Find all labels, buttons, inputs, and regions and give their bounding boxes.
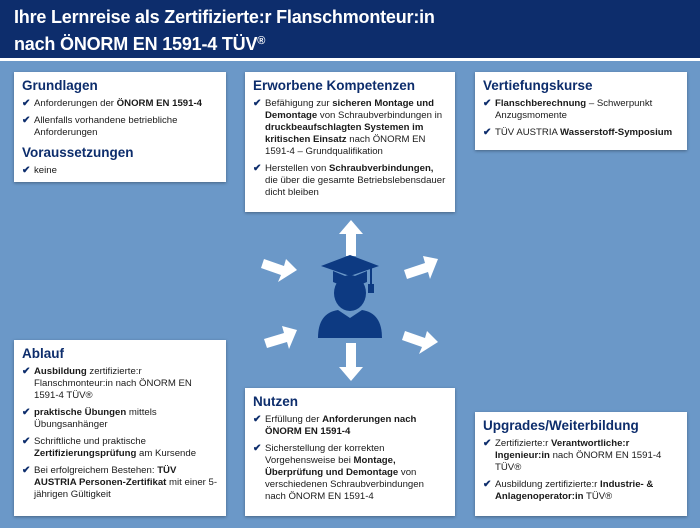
card-upgrades: [475, 412, 687, 516]
item-text-bold: Ausbildung: [34, 366, 87, 377]
item-text-bold: druckbeaufschlagten Systemen im kritischen Einsatz: [265, 122, 424, 145]
item-text: Bei erfolgreichem Bestehen:: [34, 465, 158, 476]
arrow-up-icon: [339, 220, 363, 256]
item-text-bold: Zertifizierungsprüfung: [34, 448, 137, 459]
arrow-lower-right-icon: [402, 331, 438, 354]
item-text: Zertifizierte:r: [495, 438, 551, 449]
card-title-vertiefungskurse: Vertiefungskurse: [483, 78, 593, 93]
list-item: [22, 465, 218, 501]
arrow-down-icon: [339, 343, 363, 381]
card-kompetenzen: [245, 72, 455, 212]
list-grundlagen: [22, 98, 218, 139]
list-item: [22, 436, 218, 460]
item-text: Allenfalls vorhandene betriebliche Anforderungen: [34, 115, 178, 138]
card-title-ablauf: Ablauf: [22, 346, 64, 361]
check-icon: ✔: [22, 115, 31, 126]
item-text-bold: Flanschberechnung: [495, 98, 587, 109]
item-text-bold: Verantwortliche:r Ingenieur:in: [495, 438, 630, 461]
card-title-nutzen: Nutzen: [253, 394, 298, 409]
item-text: keine: [34, 165, 57, 176]
page-title-line1: Ihre Lernreise als Zertifizierte:r Flanschmonteur:in: [14, 7, 435, 27]
item-text-bold: Anforderungen nach ÖNORM EN 1591-4: [265, 414, 417, 437]
list-item: [253, 98, 447, 158]
item-text-bold: TÜV AUSTRIA Personen-Zertifikat: [34, 465, 177, 488]
card-title-kompetenzen: Erworbene Kompetenzen: [253, 78, 416, 93]
item-text: Sicherstellung der korrekten Vorgehensweise bei: [265, 443, 385, 466]
item-text-bold: praktische Übungen: [34, 407, 127, 418]
check-icon: ✔: [22, 98, 31, 109]
item-text: mittels Übungsanhänger: [34, 407, 157, 430]
item-text: Anforderungen der: [34, 98, 117, 109]
list-upgrades: [483, 438, 679, 503]
arrow-lower-left-icon: [264, 326, 297, 349]
card-vertiefungskurse: [475, 72, 687, 150]
check-icon: ✔: [483, 438, 492, 449]
check-icon: ✔: [483, 98, 492, 109]
check-icon: ✔: [483, 127, 492, 138]
item-text: TÜV AUSTRIA: [495, 127, 561, 138]
list-item: [22, 407, 218, 431]
list-item: [483, 438, 679, 474]
list-item: [253, 443, 447, 503]
list-vertiefungskurse: [483, 98, 679, 139]
item-text: Schriftliche und praktische: [34, 436, 146, 447]
list-item: [253, 163, 447, 199]
item-text: von verschiedenen Schraubverbindungen nach ÖNORM EN 1591-4: [265, 467, 424, 502]
item-text: zertifizierte:r Flanschmonteur:in nach ÖNORM EN 1591-4 TÜV®: [34, 366, 192, 401]
graduate-icon: [318, 255, 382, 338]
check-icon: ✔: [483, 479, 492, 490]
list-item: [22, 165, 218, 177]
list-kompetenzen: [253, 98, 447, 199]
list-ablauf: [22, 366, 218, 501]
card-title-upgrades: Upgrades/Weiterbildung: [483, 418, 639, 433]
card-title-grundlagen: Grundlagen: [22, 78, 98, 93]
list-item: [483, 98, 679, 122]
check-icon: ✔: [253, 98, 262, 109]
list-nutzen: [253, 414, 447, 503]
item-text-bold: ÖNORM EN 1591-4: [116, 98, 202, 109]
item-text: Herstellen von: [265, 163, 329, 174]
check-icon: ✔: [22, 436, 31, 447]
list-item: [253, 414, 447, 438]
item-text: Erfüllung der: [265, 414, 323, 425]
item-text: von Schraubverbindungen in: [317, 110, 443, 121]
list-item: [22, 366, 218, 402]
item-text: Befähigung zur: [265, 98, 333, 109]
item-text: am Kursende: [136, 448, 197, 459]
list-item: [22, 115, 218, 139]
item-text-bold: Montage, Überprüfung und Demontage: [265, 455, 399, 478]
check-icon: ✔: [22, 165, 31, 176]
item-text: – Schwerpunkt Anzugsmomente: [495, 98, 653, 121]
check-icon: ✔: [22, 366, 31, 377]
page-title-line2-text: nach ÖNORM EN 1591-4 TÜV: [14, 34, 258, 54]
item-text-bold: Schraubverbindungen,: [329, 163, 434, 174]
item-text: nach ÖNORM EN 1591-4 – Grundqualifikation: [265, 134, 426, 157]
card-nutzen: [245, 388, 455, 516]
registered-mark: ®: [257, 35, 266, 47]
list-item: [22, 98, 218, 110]
item-text-bold: sicheren Montage und Demontage: [265, 98, 435, 121]
item-text: TÜV®: [583, 491, 613, 502]
card-ablauf: [14, 340, 226, 516]
card-title-voraussetzungen: Voraussetzungen: [22, 145, 134, 160]
arrow-upper-left-icon: [261, 259, 297, 282]
arrow-upper-right-icon: [404, 256, 438, 279]
list-item: [483, 479, 679, 503]
card-grundlagen: [14, 72, 226, 182]
check-icon: ✔: [253, 163, 262, 174]
list-voraussetzungen: [22, 165, 218, 177]
item-text: Ausbildung zertifizierte:r: [495, 479, 601, 490]
item-text-bold: Industrie- & Anlagenoperator:in: [495, 479, 654, 502]
check-icon: ✔: [22, 465, 31, 476]
item-text: nach ÖNORM EN 1591-4 TÜV®: [495, 450, 662, 473]
check-icon: ✔: [253, 414, 262, 425]
item-text-bold: Wasserstoff-Symposium: [560, 127, 673, 138]
check-icon: ✔: [22, 407, 31, 418]
check-icon: ✔: [253, 443, 262, 454]
item-text: die über die gesamte Betriebslebensdauer dicht bleiben: [265, 175, 446, 198]
item-text: mit einer 5-jährigen Gültigkeit: [34, 477, 218, 500]
list-item: [483, 127, 679, 139]
